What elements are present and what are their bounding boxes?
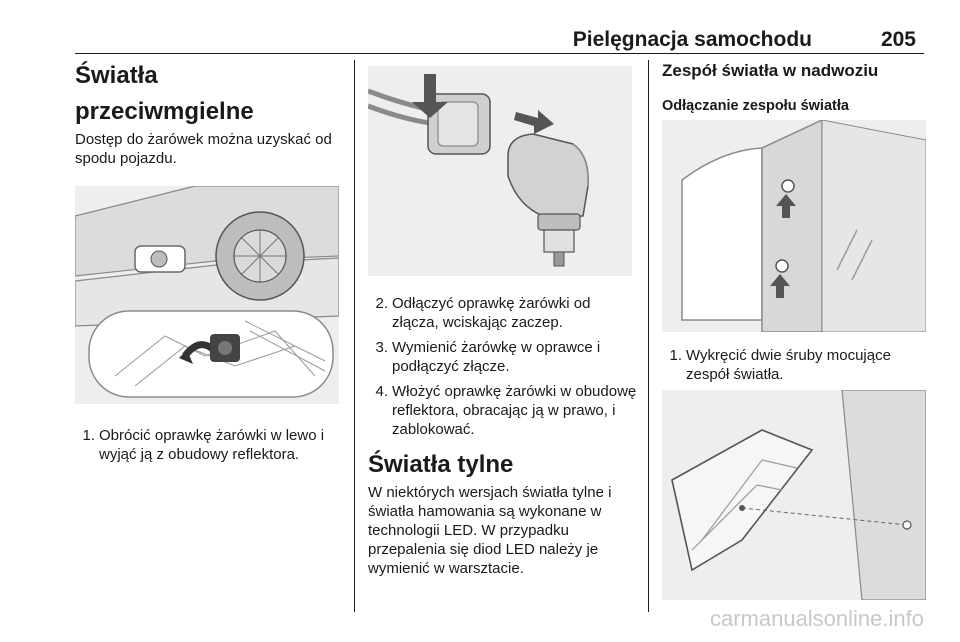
header-rule	[75, 53, 924, 54]
list-item	[368, 338, 640, 376]
rear-lights-body: W niektórych wersjach światła tylne i światła hamowania są wykonane w technologii LED. W przypadku przepalenia się diod LED należy je wymienić w warsztacie.	[368, 484, 612, 577]
step-number: 1.	[82, 427, 95, 444]
light-unit-screws-illustration	[662, 120, 926, 332]
removal-subheading: Odłączanie zespołu światła	[662, 98, 849, 114]
column-fog-lights	[75, 58, 343, 470]
column-bulb-steps	[368, 58, 640, 578]
column-divider-2	[648, 60, 649, 612]
column-divider-1	[354, 60, 355, 612]
list-item	[662, 346, 926, 384]
bulb-steps	[368, 294, 640, 439]
watermark: carmanualsonline.info	[709, 606, 924, 631]
step-text: Odłączyć oprawkę żarówki od złącza, wciskając zaczep.	[392, 295, 591, 331]
light-unit-removed-illustration	[662, 390, 926, 600]
step-number: 1.	[669, 347, 682, 364]
column-body-light-unit	[662, 58, 926, 600]
step-text: Wymienić żarówkę w oprawce i podłączyć złącze.	[392, 339, 601, 375]
rear-lights-heading: Światła tylne	[368, 451, 514, 478]
page-number: 205	[880, 28, 916, 51]
fog-light-illustration	[75, 186, 339, 404]
list-item	[75, 426, 343, 464]
list-item	[368, 382, 640, 439]
step-text: Włożyć oprawkę żarówki w obudowę reflektora, obracając ją w prawo, i zablokować.	[392, 383, 637, 438]
step-number: 3.	[375, 339, 388, 356]
step-number: 2.	[375, 295, 388, 312]
fog-lights-steps	[75, 426, 343, 464]
fog-lights-heading: Światła przeciwmgielne	[75, 62, 254, 125]
bulb-holder-illustration	[368, 66, 632, 276]
body-light-heading: Zespół światła w nadwoziu	[662, 61, 879, 80]
step-text: Obrócić oprawkę żarówki w lewo i wyjąć ją z obudowy reflektora.	[99, 427, 325, 463]
step-number: 4.	[375, 383, 388, 400]
header-title: Pielęgnacja samochodu	[572, 28, 812, 51]
fog-lights-intro: Dostęp do żarówek można uzyskać od spodu pojazdu.	[75, 131, 332, 167]
light-unit-steps	[662, 346, 926, 384]
list-item	[368, 294, 640, 332]
step-text: Wykręcić dwie śruby mocujące zespół światła.	[686, 347, 891, 383]
